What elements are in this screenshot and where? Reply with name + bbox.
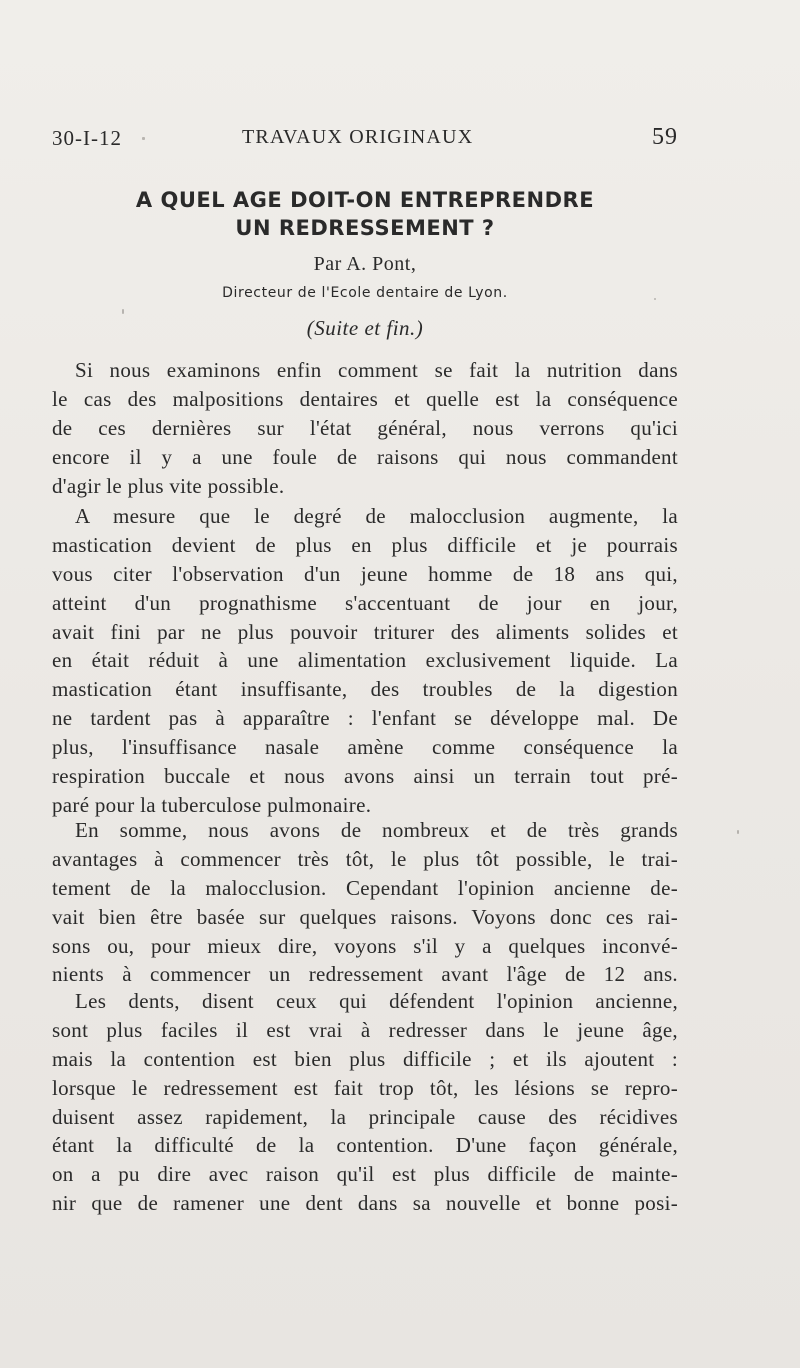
paragraph-3 [52,816,678,989]
text-line: nients à commencer un redressement avant l'âge de 12 ans. [52,962,678,987]
paper-speck [737,830,739,834]
text-line: respiration buccale et nous avons ainsi un terrain tout pré- [52,764,678,789]
article-title-line-1: A QUEL AGE DOIT-ON ENTREPRENDRE [135,188,595,212]
text-line: tement de la malocclusion. Cependant l'opinion ancienne de- [52,875,678,900]
section-title: TRAVAUX ORIGINAUX [242,126,474,148]
text-line: avait fini par ne plus pouvoir triturer des aliments solides et [52,619,678,644]
paper-speck [142,137,145,140]
text-line: Si nous examinons enfin comment se fait la nutrition dans [75,358,678,382]
text-line: nir que de ramener une dent dans sa nouvelle et bonne posi- [52,1191,678,1216]
text-line: mastication étant insuffisante, des troubles de la digestion [52,677,678,702]
paragraph-2 [52,502,678,820]
text-line: vait bien être basée sur quelques raisons. Voyons donc ces rai- [52,904,678,929]
text-line: sont plus faciles il est vrai à redresser dans le jeune âge, [52,1017,678,1042]
text-line: en était réduit à une alimentation exclusivement liquide. La [52,648,678,673]
author-affiliation: Directeur de l'Ecole dentaire de Lyon. [222,285,508,301]
article-title-line-2: UN REDRESSEMENT ? [235,216,495,240]
page-number: 59 [652,124,678,150]
text-line: ne tardent pas à apparaître : l'enfant se développe mal. De [52,706,678,731]
text-line: lorsque le redressement est fait trop tôt, les lésions se repro- [52,1075,678,1100]
text-line: atteint d'un prognathisme s'accentuant de jour en jour, [52,590,678,615]
text-line: A mesure que le degré de malocclusion augmente, la [75,504,678,528]
text-line: mastication devient de plus en plus difficile et je pourrais [52,532,678,557]
text-line: de ces dernières sur l'état général, nous verrons qu'ici [52,415,678,440]
running-head [52,124,678,154]
text-line: vous citer l'observation d'un jeune homme de 18 ans qui, [52,561,678,586]
text-line: mais la contention est bien plus difficile ; et ils ajoutent : [52,1046,678,1071]
author-byline: Par A. Pont, [313,253,417,275]
continuation-note: (Suite et fin.) [306,316,424,340]
paper-speck [654,298,656,300]
paper-speck [122,309,124,314]
text-line: avantages à commencer très tôt, le plus tôt possible, le trai- [52,846,678,871]
text-line: plus, l'insuffisance nasale amène comme conséquence la [52,735,678,760]
text-line: Les dents, disent ceux qui défendent l'opinion ancienne, [75,989,678,1013]
text-line: étant la difficulté de la contention. D'une façon générale, [52,1133,678,1158]
paragraph-1 [52,356,678,500]
text-line: le cas des malpositions dentaires et quelle est la conséquence [52,386,678,411]
text-line: paré pour la tuberculose pulmonaire. [52,792,372,817]
issue-date: 30-I-12 [52,126,122,150]
text-line: duisent assez rapidement, la principale cause des récidives [52,1104,678,1129]
text-line: encore il y a une foule de raisons qui nous commandent [52,444,678,469]
text-line: sons ou, pour mieux dire, voyons s'il y a quelques inconvé- [52,933,678,958]
text-line: on a pu dire avec raison qu'il est plus difficile de mainte- [52,1162,678,1187]
text-line: En somme, nous avons de nombreux et de très grands [75,818,678,842]
paragraph-4 [52,987,678,1218]
text-line: d'agir le plus vite possible. [52,473,285,498]
